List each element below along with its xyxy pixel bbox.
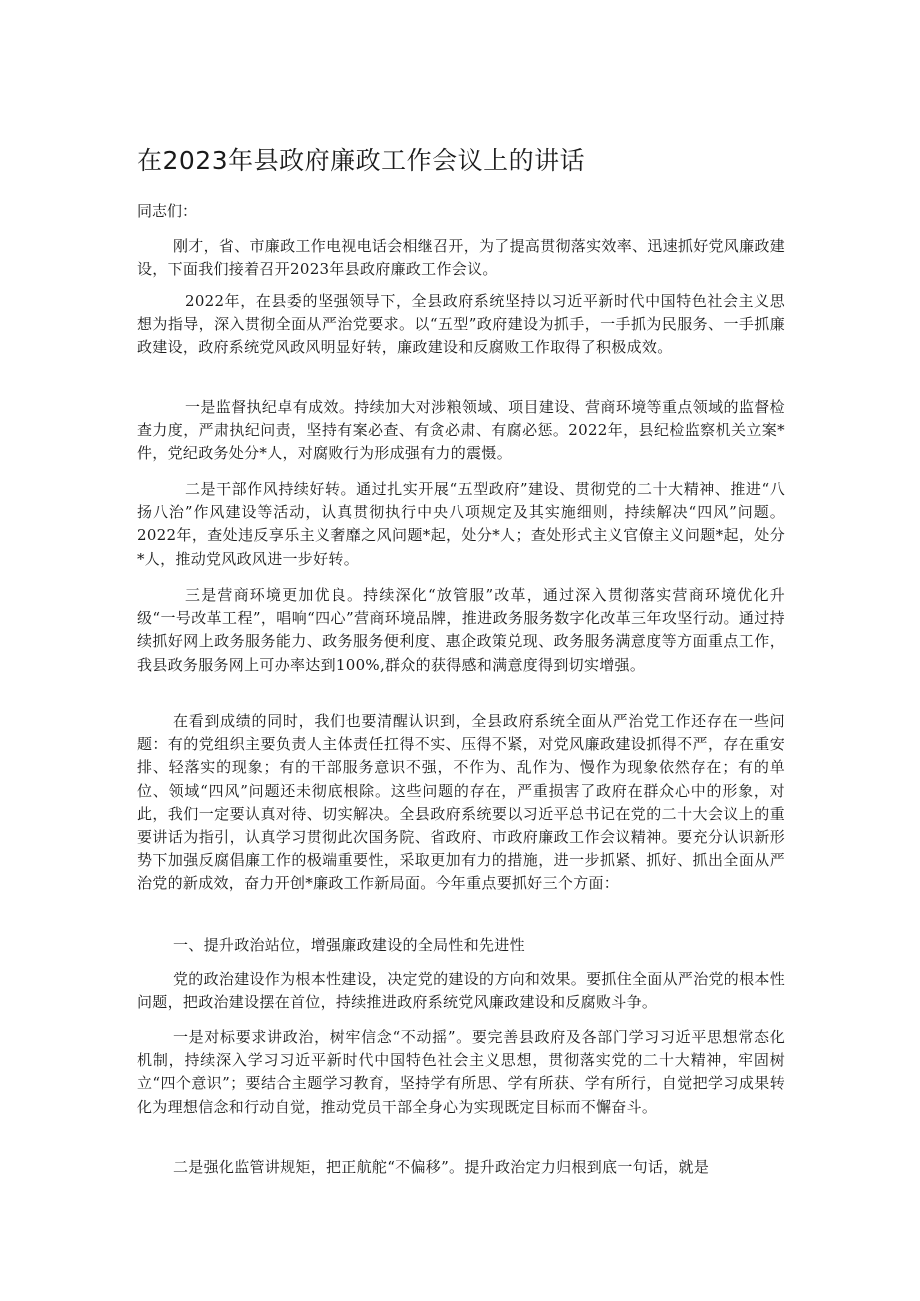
paragraph-problems: 在看到成绩的同时，我们也要清醒认识到，全县政府系统全面从严治党工作还存在一些问题：有的党组织主要负责人主体责任扛得不实、压得不紧，对党风廉政建设抓得不严，存在重安排、轻落实的现象；有的干部服务意识不强，不作为、乱作为、慢作为现象依然存在；有的单位、领域“四风”问题还未彻底根除。这些问题的存在，严重损害了政府在群众心中的形象，对此，我们一定要认真对待、切实解决。全县政府系统要以习近平总书记在党的二十大会议上的重要讲话为指引，认真学习贯彻此次国务院、省政府、市政府廉政工作会议精神。要充分认识新形势下加强反腐倡廉工作的极端重要性，采取更加有力的措施，进一步抓紧、抓好、抓出全面从严治党的新成效，奋力开创*廉政工作新局面。今年重点要抓好三个方面： xyxy=(137,712,785,893)
section-heading-1: 一、提升政治站位，增强廉政建设的全局性和先进性 xyxy=(173,936,525,954)
paragraph-political-construction: 党的政治建设作为根本性建设，决定党的建设的方向和效果。要抓住全面从严治党的根本性问题，把政治建设摆在首位，持续推进政府系统党风廉政建设和反腐败斗争。 xyxy=(137,970,786,1012)
paragraph-work-style: 二是干部作风持续好转。通过扎实开展“五型政府”建设、贯彻党的二十大精神、推进“八扬八治”作风建设等活动，认真贯彻执行中央八项规定及其实施细则，持续解决“四风”问题。2022年，查处违反享乐主义奢靡之风问题*起，处分*人；查处形式主义官僚主义问题*起，处分*人，推动党风政风进一步好转。 xyxy=(137,480,785,568)
paragraph-intro: 刚才，省、市廉政工作电视电话会相继召开，为了提高贯彻落实效率、迅速抓好党风廉政建设，下面我们接着召开2023年县政府廉政工作会议。 xyxy=(137,237,786,279)
paragraph-business-environment: 三是营商环境更加优良。持续深化“放管服”改革，通过深入贯彻落实营商环境优化升级“一号改革工程”，唱响“四心”营商环境品牌，推进政务服务数字化改革三年攻坚行动。通过持续抓好网上政务服务能力、政务服务便利度、惠企政策兑现、政务服务满意度等方面重点工作，我县政务服务网上可办率达到100%,群众的获得感和满意度得到切实增强。 xyxy=(137,586,785,674)
paragraph-supervision: 一是监督执纪卓有成效。持续加大对涉粮领域、项目建设、营商环境等重点领域的监督检查力度，严肃执纪问责，坚持有案必查、有贪必肃、有腐必惩。2022年，县纪检监察机关立案*件，党纪政务处分*人，对腐败行为形成强有力的震慑。 xyxy=(137,398,785,463)
paragraph-politics-first: 一是对标要求讲政治，树牢信念“不动摇”。要完善县政府及各部门学习习近平思想常态化机制，持续深入学习习近平新时代中国特色社会主义思想，贯彻落实党的二十大精神，牢固树立“四个意识”；要结合主题学习教育，坚持学有所思、学有所获、学有所行，自觉把学习成果转化为理想信念和行动自觉，推动党员干部全身心为实现既定目标而不懈奋斗。 xyxy=(137,1028,785,1116)
salutation: 同志们： xyxy=(137,202,198,220)
paragraph-2022-summary: 2022年，在县委的坚强领导下，全县政府系统坚持以习近平新时代中国特色社会主义思想为指导，深入贯彻全面从严治党要求。以“五型”政府建设为抓手，一手抓为民服务、一手抓廉政建设，政府系统党风政风明显好转，廉政建设和反腐败工作取得了积极成效。 xyxy=(137,292,785,357)
paragraph-supervision-rules: 二是强化监管讲规矩，把正航舵“不偏移”。提升政治定力归根到底一句话，就是 xyxy=(173,1158,710,1176)
document-title: 在2023年县政府廉政工作会议上的讲话 xyxy=(137,146,586,175)
